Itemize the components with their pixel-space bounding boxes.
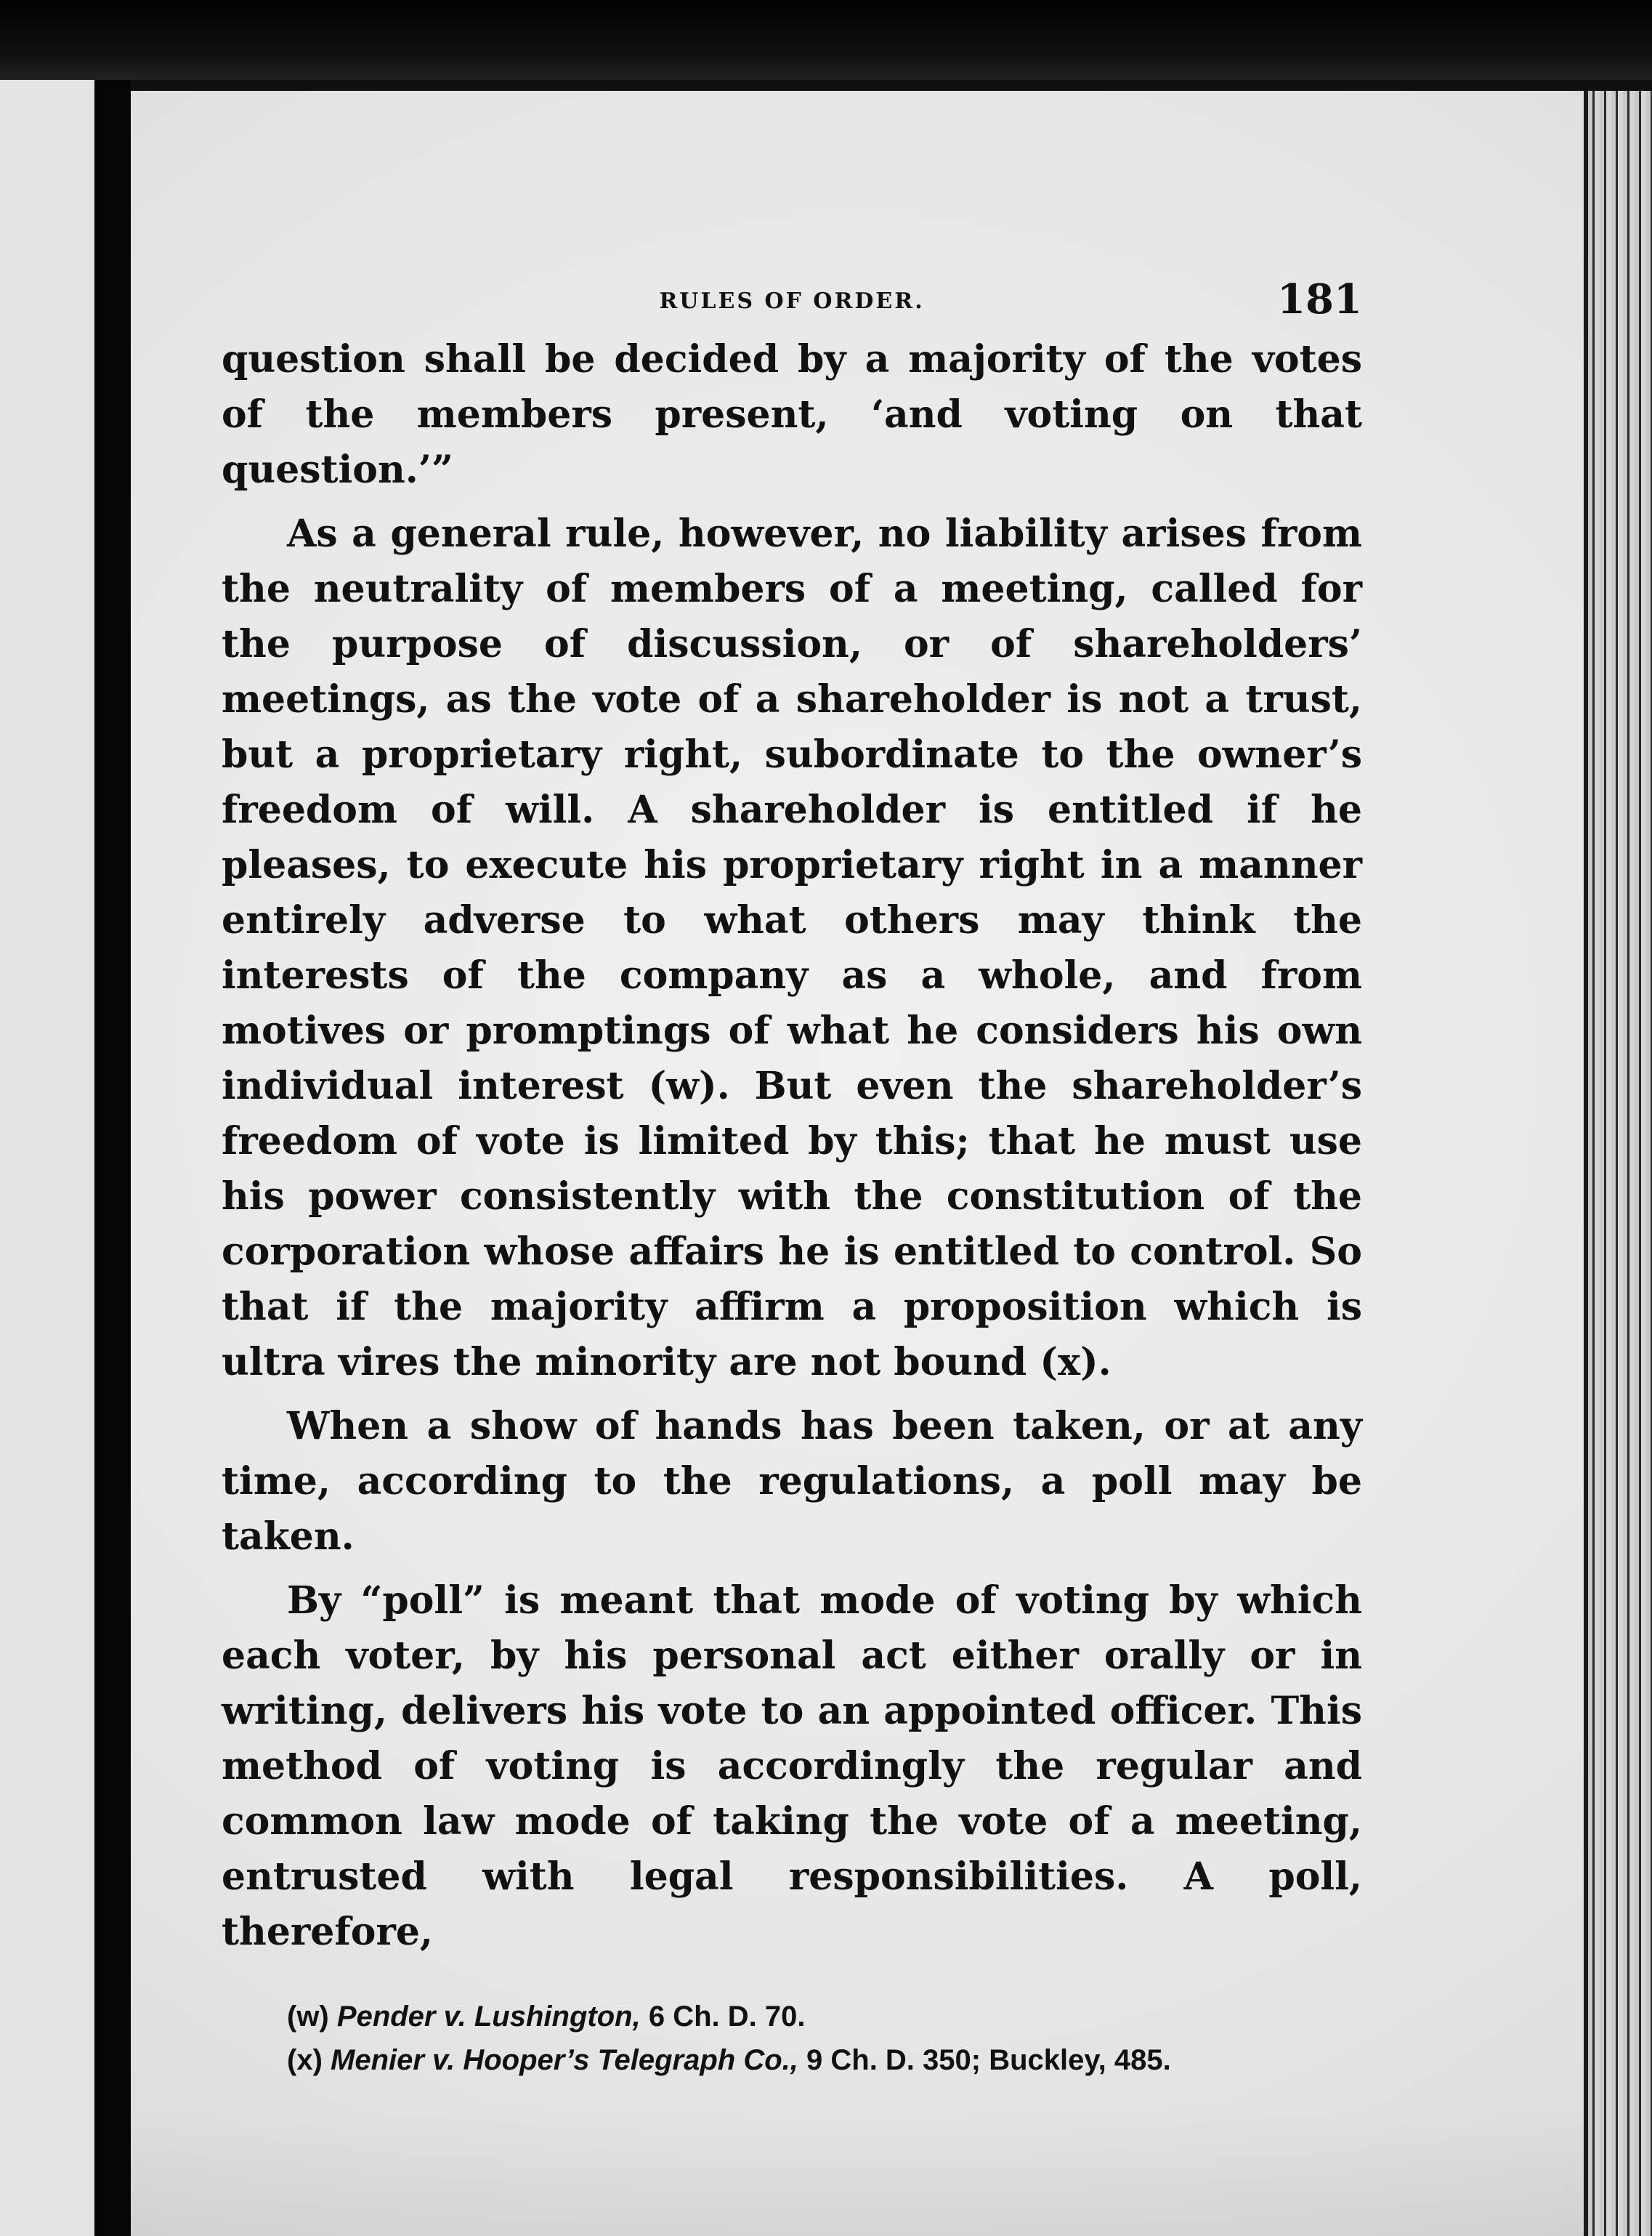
footnote bbox=[222, 1995, 1362, 2038]
book-binding bbox=[94, 80, 131, 2236]
footnote-case-name: Menier v. Hooper’s Telegraph Co., bbox=[331, 2044, 798, 2076]
footnote-citation: 9 Ch. D. 350; Buckley, 485. bbox=[806, 2044, 1171, 2076]
page-fore-edge bbox=[1588, 91, 1652, 2236]
footnotes bbox=[222, 1995, 1362, 2082]
running-head-title: RULES OF ORDER. bbox=[659, 288, 925, 314]
footnote bbox=[222, 2038, 1362, 2082]
footnote-marker: (w) bbox=[287, 2001, 329, 2033]
footnote-case-name: Pender v. Lushington, bbox=[336, 2001, 641, 2033]
body-paragraph: As a general rule, however, no liability arises from the neutrality of members of a meeting, called for the purpose of discussion, or of shareholders’ meetings, as the vote of a shareholder is not a trust, but a proprietary right, subordinate to the owner’s freedom of will. A shareholder is entitled if he pleases, to execute his proprietary right in a manner entirely adverse to what others may think the interests of the company as a whole, and from motives or promptings of what he considers his own individual interest (w). But even the shareholder’s freedom of vote is limited by this; that he must use his power consistently with the constitution of the corporation whose affairs he is entitled to control. So that if the majority affirm a proposition which is ultra vires the minority are not bound (x). bbox=[222, 512, 1362, 1384]
body-paragraph: By “poll” is meant that mode of voting by which each voter, by his personal act either orally or in writing, delivers his vote to an appointed officer. This method of voting is accordingly the regular and common law mode of taking the vote of a meeting, entrusted with legal responsibilities. A poll, therefore, bbox=[222, 1578, 1362, 1954]
scan-left-margin bbox=[0, 80, 94, 2236]
body-paragraph: question shall be decided by a majority of the votes of the members present, ‘and voting on that question.’” bbox=[222, 337, 1362, 492]
text-block bbox=[222, 273, 1362, 2082]
scan-top-edge bbox=[0, 0, 1652, 80]
page-number: 181 bbox=[1277, 275, 1362, 323]
footnote-marker: (x) bbox=[287, 2044, 323, 2076]
running-head bbox=[222, 273, 1362, 336]
page-bottom-shade bbox=[131, 2107, 1584, 2236]
footnote-citation: 6 Ch. D. 70. bbox=[648, 2001, 806, 2033]
body-paragraph: When a show of hands has been taken, or at any time, according to the regulations, a poll may be taken. bbox=[222, 1404, 1362, 1559]
